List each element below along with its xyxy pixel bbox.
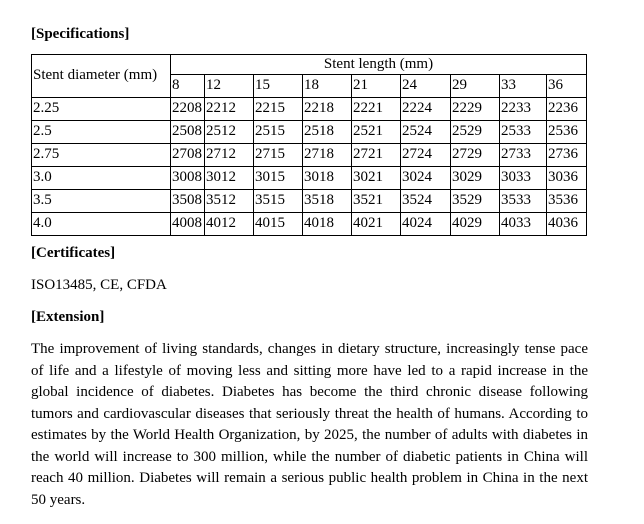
code-cell: 3518: [303, 190, 352, 213]
diameter-cell: 2.25: [32, 98, 171, 121]
code-cell: 2221: [352, 98, 401, 121]
code-cell: 3018: [303, 167, 352, 190]
code-cell: 3008: [171, 167, 205, 190]
code-cell: 3033: [500, 167, 547, 190]
code-cell: 2512: [205, 121, 254, 144]
code-cell: 2515: [254, 121, 303, 144]
code-cell: 3512: [205, 190, 254, 213]
length-cell: 29: [451, 75, 500, 98]
specifications-table: [31, 54, 587, 236]
code-cell: 2736: [547, 144, 587, 167]
certificates-heading: [Certificates]: [31, 245, 116, 261]
length-cell: 8: [171, 75, 205, 98]
code-cell: 2233: [500, 98, 547, 121]
code-cell: 3521: [352, 190, 401, 213]
code-cell: 3036: [547, 167, 587, 190]
code-cell: 2208: [171, 98, 205, 121]
code-cell: 4033: [500, 213, 547, 236]
code-cell: 2229: [451, 98, 500, 121]
table-row: [32, 98, 587, 121]
diameter-cell: 2.75: [32, 144, 171, 167]
code-cell: 3524: [401, 190, 451, 213]
code-cell: 2536: [547, 121, 587, 144]
length-cell: 36: [547, 75, 587, 98]
code-cell: 4021: [352, 213, 401, 236]
code-cell: 2715: [254, 144, 303, 167]
diameter-cell: 2.5: [32, 121, 171, 144]
code-cell: 3021: [352, 167, 401, 190]
code-cell: 4015: [254, 213, 303, 236]
specifications-heading: [Specifications]: [31, 26, 130, 42]
code-cell: 2212: [205, 98, 254, 121]
code-cell: 2712: [205, 144, 254, 167]
code-cell: 3533: [500, 190, 547, 213]
code-cell: 4018: [303, 213, 352, 236]
code-cell: 2729: [451, 144, 500, 167]
code-cell: 2508: [171, 121, 205, 144]
code-cell: 2708: [171, 144, 205, 167]
code-cell: 3508: [171, 190, 205, 213]
code-cell: 2718: [303, 144, 352, 167]
code-cell: 2224: [401, 98, 451, 121]
code-cell: 2529: [451, 121, 500, 144]
code-cell: 2721: [352, 144, 401, 167]
code-cell: 3024: [401, 167, 451, 190]
code-cell: 2236: [547, 98, 587, 121]
code-cell: 4012: [205, 213, 254, 236]
code-cell: 2218: [303, 98, 352, 121]
extension-paragraph: The improvement of living standards, changes in dietary structure, increasingly tense pace of life and a lifestyle of moving less and sitting more have led to a rapid increase in the global incidence of diabetes. Diabetes has become the third chronic disease following tumors and cardiovascular diseases that seriously threat the health of humans. According to estimates by the World Health Organization, by 2025, the number of adults with diabetes in the world will increase to 300 million, while the number of diabetic patients in China will reach 40 million. Diabetes will remain a serious public health problem in China in the next 50 years.: [31, 341, 588, 508]
code-cell: 4008: [171, 213, 205, 236]
diameter-cell: 3.5: [32, 190, 171, 213]
table-row: [32, 167, 587, 190]
length-cell: 15: [254, 75, 303, 98]
code-cell: 3529: [451, 190, 500, 213]
code-cell: 3515: [254, 190, 303, 213]
code-cell: 4029: [451, 213, 500, 236]
length-cell: 24: [401, 75, 451, 98]
code-cell: 2521: [352, 121, 401, 144]
table-row: [32, 144, 587, 167]
code-cell: 3536: [547, 190, 587, 213]
code-cell: 4036: [547, 213, 587, 236]
diameter-cell: 3.0: [32, 167, 171, 190]
stent-length-header: Stent length (mm): [171, 55, 587, 75]
table-row: [32, 213, 587, 236]
code-cell: 2215: [254, 98, 303, 121]
code-cell: 3015: [254, 167, 303, 190]
code-cell: 2524: [401, 121, 451, 144]
code-cell: 4024: [401, 213, 451, 236]
length-cell: 18: [303, 75, 352, 98]
diameter-cell: 4.0: [32, 213, 171, 236]
table-row: [32, 121, 587, 144]
extension-heading: [Extension]: [31, 309, 105, 325]
code-cell: 3029: [451, 167, 500, 190]
code-cell: 2724: [401, 144, 451, 167]
certificates-text: ISO13485, CE, CFDA: [31, 277, 167, 293]
code-cell: 2518: [303, 121, 352, 144]
table-header-row: [32, 55, 587, 75]
table-row: [32, 190, 587, 213]
stent-diameter-header: Stent diameter (mm): [32, 55, 171, 98]
length-cell: 21: [352, 75, 401, 98]
code-cell: 3012: [205, 167, 254, 190]
code-cell: 2533: [500, 121, 547, 144]
length-cell: 12: [205, 75, 254, 98]
length-cell: 33: [500, 75, 547, 98]
code-cell: 2733: [500, 144, 547, 167]
